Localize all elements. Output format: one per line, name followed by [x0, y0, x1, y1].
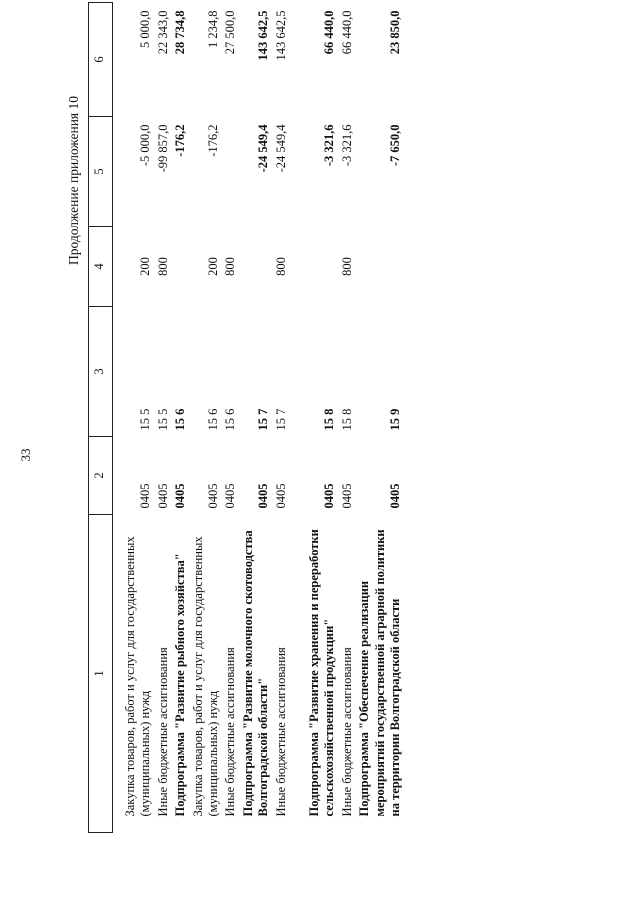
cell-section: 0405: [322, 483, 337, 509]
cell-target: 15 6: [173, 408, 188, 431]
cell-section: 0405: [138, 483, 153, 509]
cell-amount: 66 440,0: [339, 10, 354, 55]
cell-change: -3 321,6: [339, 124, 354, 167]
cell-expense-type: [171, 227, 188, 307]
cell-change: -176,2: [173, 124, 188, 157]
cell-expense-type: 800: [155, 257, 170, 276]
cell-change: -3 321,6: [322, 124, 337, 167]
cell-amount: 5 000,0: [138, 10, 153, 48]
cell-change: -24 549,4: [273, 124, 288, 173]
cell-expense-type: 800: [273, 257, 288, 276]
table-row: [154, 3, 171, 833]
cell-amount: 28 734,8: [173, 10, 188, 55]
cell-target: 15 8: [322, 408, 337, 431]
cell-target: 15 6: [206, 408, 221, 431]
table-row: [189, 3, 222, 833]
row-name: Иные бюджетные ассигнования: [273, 647, 288, 817]
cell-section: 0405: [206, 483, 221, 509]
cell-expense-type: 800: [223, 257, 238, 276]
table-header-row: [89, 3, 113, 833]
cell-expense-type: 200: [138, 257, 153, 276]
cell-section: 0405: [388, 483, 403, 509]
row-name: Закупка товаров, работ и услуг для государственных (муниципальных) нужд: [190, 536, 221, 817]
row-name: Иные бюджетные ассигнования: [155, 647, 170, 817]
cell-amount: 1 234,8: [206, 10, 221, 48]
table-row: [239, 3, 272, 833]
cell-section: 0405: [155, 483, 170, 509]
cell-section: 0405: [223, 483, 238, 509]
cell-target: 15 9: [388, 408, 403, 431]
cell-target: 15 7: [273, 408, 288, 431]
cell-change: -24 549,4: [256, 124, 271, 173]
cell-amount: 27 500,0: [223, 10, 238, 55]
row-name: Подпрограмма "Обеспечение реализации мероприятий государственной аграрной политики на территории Волгоградской области: [357, 529, 403, 817]
cell-expense-type: 800: [339, 257, 354, 276]
cell-amount: 22 343,0: [155, 10, 170, 55]
cell-expense-type: [355, 227, 403, 307]
column-header: 1: [89, 515, 113, 833]
cell-expense-type: 200: [206, 257, 221, 276]
budget-table: [88, 2, 404, 833]
cell-amount: 66 440,0: [322, 10, 337, 55]
cell-section: 0405: [339, 483, 354, 509]
cell-amount: 143 642,5: [256, 10, 271, 61]
cell-expense-type: [305, 227, 338, 307]
table-row: [338, 3, 355, 833]
cell-change: -5 000,0: [138, 124, 153, 167]
cell-target: 15 7: [256, 408, 271, 431]
cell-change: -99 857,0: [155, 124, 170, 173]
row-name: Подпрограмма "Развитие молочного скотоводства Волгоградской области": [240, 530, 271, 817]
cell-change: -176,2: [206, 124, 221, 157]
table-row: [221, 3, 238, 833]
column-header: 3: [89, 307, 113, 437]
row-name: Иные бюджетные ассигнования: [339, 647, 354, 817]
table-row: [121, 3, 154, 833]
cell-change: -7 650,0: [388, 124, 403, 167]
table-row: [355, 3, 403, 833]
cell-target: 15 6: [223, 408, 238, 431]
cell-section: 0405: [273, 483, 288, 509]
cell-target: 15 8: [339, 408, 354, 431]
row-name: Подпрограмма "Развитие хранения и переработки сельскохозяйственной продукции": [307, 529, 337, 817]
column-header: 6: [89, 3, 113, 117]
page-number: 33: [18, 448, 33, 462]
table-row: [305, 3, 338, 833]
cell-section: 0405: [256, 483, 271, 509]
cell-target: 15 5: [155, 408, 170, 431]
cell-target: 15 5: [138, 408, 153, 431]
cell-section: 0405: [173, 483, 188, 509]
row-name: Закупка товаров, работ и услуг для государственных (муниципальных) нужд: [123, 536, 153, 817]
column-header: 2: [89, 437, 113, 515]
table-row: [272, 3, 289, 833]
table-row: [171, 3, 188, 833]
row-name: Подпрограмма "Развитие рыбного хозяйства": [173, 553, 188, 817]
row-name: Иные бюджетные ассигнования: [223, 647, 238, 817]
cell-change: [221, 117, 238, 227]
appendix-caption: Продолжение приложения 10: [66, 95, 81, 265]
column-header: 5: [89, 117, 113, 227]
cell-expense-type: [239, 227, 272, 307]
cell-amount: 143 642,5: [273, 10, 288, 61]
column-header: 4: [89, 227, 113, 307]
cell-amount: 23 850,0: [388, 10, 403, 55]
